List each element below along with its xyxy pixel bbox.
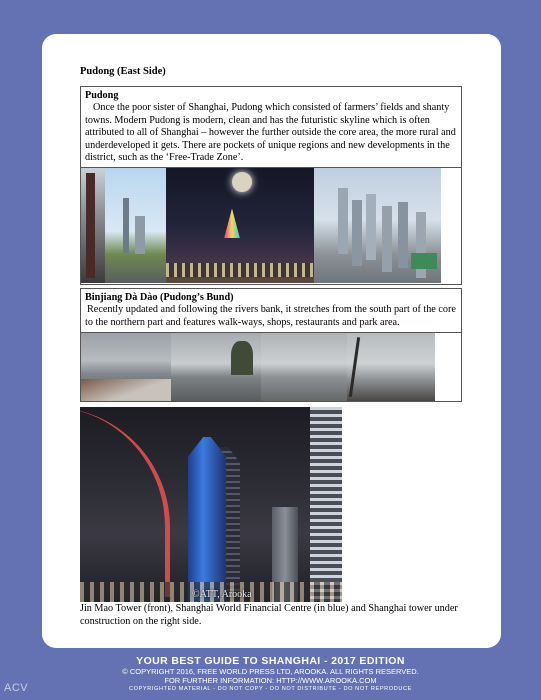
pudong-photo-street xyxy=(81,168,105,283)
footer-notice: COPYRIGHTED MATERIAL - DO NOT COPY - DO NOT DISTRIBUTE - DO NOT REPRODUCE xyxy=(128,686,412,692)
bund-photo-riverside xyxy=(81,333,171,401)
pudong-photo-skyline-day xyxy=(105,168,166,283)
bund-text-block xyxy=(81,289,461,333)
world-financial-centre xyxy=(188,437,226,602)
corner-mark: ACV xyxy=(4,682,29,694)
bund-description: Recently updated and following the rivers bank, it stretches from the south part of the core to the northern part and features walk-ways, shops, restaurants and park area. xyxy=(85,304,456,328)
bund-photo-promenade xyxy=(261,333,347,401)
section-heading: Pudong (East Side) xyxy=(80,66,166,77)
bund-photo-park xyxy=(347,333,435,401)
footer xyxy=(0,655,541,693)
pudong-box xyxy=(80,86,462,285)
night-traffic-lights xyxy=(166,263,314,277)
pudong-description: Once the poor sister of Shanghai, Pudong which consisted of farmers’ fields and shanty towns. Modern Pudong is modern, clean and has the futuristic skyline which is often attributed to all of Shanghai – however the further outside the core area, the more rural and underdeveloped it gets. There are pockets of unique regions and new developments in the district, such as the ‘Free-Trade Zone’. xyxy=(85,102,456,164)
tower-night-photo xyxy=(80,407,342,602)
tower-caption: Jin Mao Tower (front), Shanghai World Financial Centre (in blue) and Shanghai tower under construction on the right side. xyxy=(80,603,458,627)
footer-info: FOR FURTHER INFORMATION: HTTP://WWW.AROOKA.COM xyxy=(164,676,377,685)
pudong-title: Pudong xyxy=(85,90,119,101)
document-page xyxy=(42,34,501,648)
bund-title: Binjiang Dà Dào (Pudong’s Bund) xyxy=(85,292,234,303)
footer-copyright: © COPYRIGHT 2016, FREE WORLD PRESS LTD, AROOKA. ALL RIGHTS RESERVED. xyxy=(122,667,419,676)
bund-photo-walkway xyxy=(171,333,261,401)
pudong-photo-skyline-haze xyxy=(314,168,441,283)
pudong-photo-strip xyxy=(81,168,461,284)
pudong-text-block xyxy=(81,87,461,168)
footer-title: YOUR BEST GUIDE TO SHANGHAI - 2017 EDITION xyxy=(136,655,405,667)
right-building xyxy=(310,407,342,602)
pudong-photo-night-tower xyxy=(166,168,314,283)
photo-watermark: ©ATT, Arooka xyxy=(192,589,252,600)
bund-box xyxy=(80,288,462,402)
illuminated-arch xyxy=(80,407,170,597)
bund-photo-strip xyxy=(81,333,461,401)
